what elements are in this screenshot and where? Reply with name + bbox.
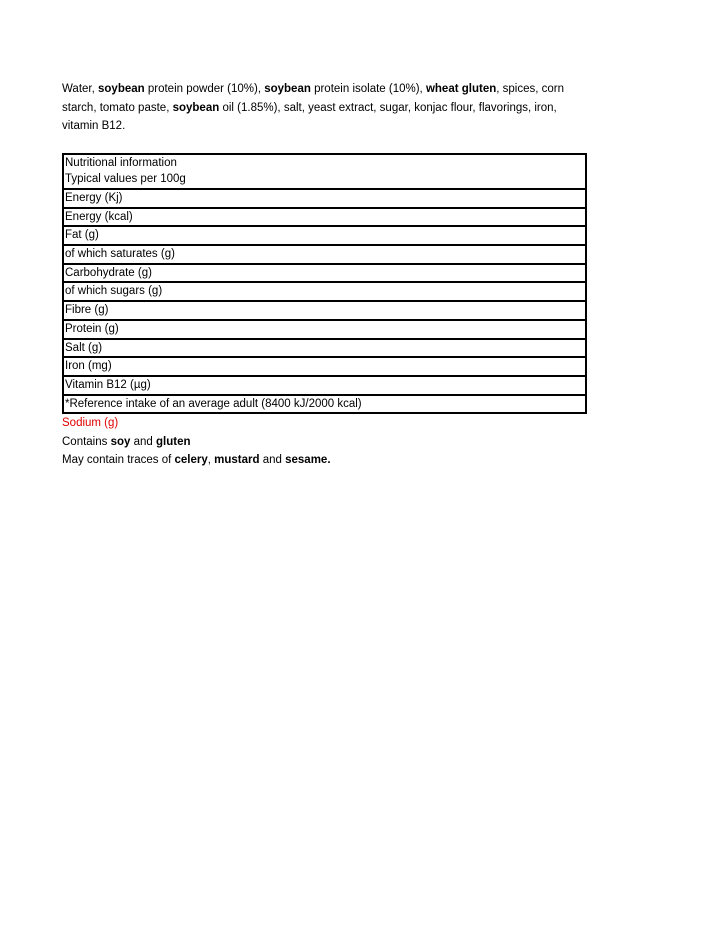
table-row (63, 376, 586, 395)
table-row (63, 282, 586, 301)
ingredients-text (62, 80, 567, 136)
traces-statement: May contain traces of celery, mustard and sesame. (62, 454, 331, 467)
ingredient-part: protein powder (10%), (144, 83, 265, 95)
nutrient-label: of which sugars (g) (63, 282, 586, 301)
nutrition-subtitle: Typical values per 100g (63, 171, 586, 189)
nutrient-label: Protein (g) (63, 320, 586, 339)
ingredient-allergen: soybean (172, 101, 220, 114)
contains-statement: Contains soy and gluten (62, 435, 191, 448)
post-table-notes (62, 414, 587, 469)
nutrient-label: Iron (mg) (63, 357, 586, 376)
label-document (62, 80, 587, 470)
ingredient-part: oil (1.85%), salt, yeast extract, sugar, konjac flour, flavorings, iron, vitamin B12. (62, 101, 557, 132)
nutrient-label: Vitamin B12 (µg) (63, 376, 586, 395)
table-row (63, 264, 586, 283)
ingredient-part: protein isolate (10%), (310, 83, 426, 95)
table-row (63, 301, 586, 320)
table-row (63, 245, 586, 264)
nutrition-table (62, 153, 587, 415)
allergen-soy: soy (110, 435, 131, 448)
ingredient-part: , spices, corn starch, tomato paste, (62, 83, 564, 114)
table-row (63, 395, 586, 414)
nutrient-label: Energy (kcal) (63, 208, 586, 227)
table-row (63, 171, 586, 189)
allergen-sesame: sesame. (285, 454, 331, 467)
table-row (63, 189, 586, 208)
table-row (63, 320, 586, 339)
reference-intake-note: *Reference intake of an average adult (8400 kJ/2000 kcal) (63, 395, 586, 414)
nutrient-label: Carbohydrate (g) (63, 264, 586, 283)
sodium-label: Sodium (g) (62, 417, 119, 430)
ingredient-allergen: wheat gluten (425, 83, 497, 95)
table-row (63, 154, 586, 172)
table-row (63, 357, 586, 376)
table-row (63, 208, 586, 227)
ingredient-allergen: soybean (264, 83, 311, 95)
table-row (63, 339, 586, 358)
nutrient-label: Salt (g) (63, 339, 586, 358)
nutrition-title: Nutritional information (63, 154, 586, 172)
nutrient-label: Energy (Kj) (63, 189, 586, 208)
nutrient-label: Fibre (g) (63, 301, 586, 320)
ingredient-part: Water, (62, 83, 98, 95)
allergen-gluten: gluten (156, 435, 191, 448)
table-row (63, 226, 586, 245)
nutrient-label: Fat (g) (63, 226, 586, 245)
nutrient-label: of which saturates (g) (63, 245, 586, 264)
allergen-celery: celery (174, 454, 208, 467)
ingredient-allergen: soybean (98, 83, 145, 95)
allergen-mustard: mustard (214, 454, 260, 467)
